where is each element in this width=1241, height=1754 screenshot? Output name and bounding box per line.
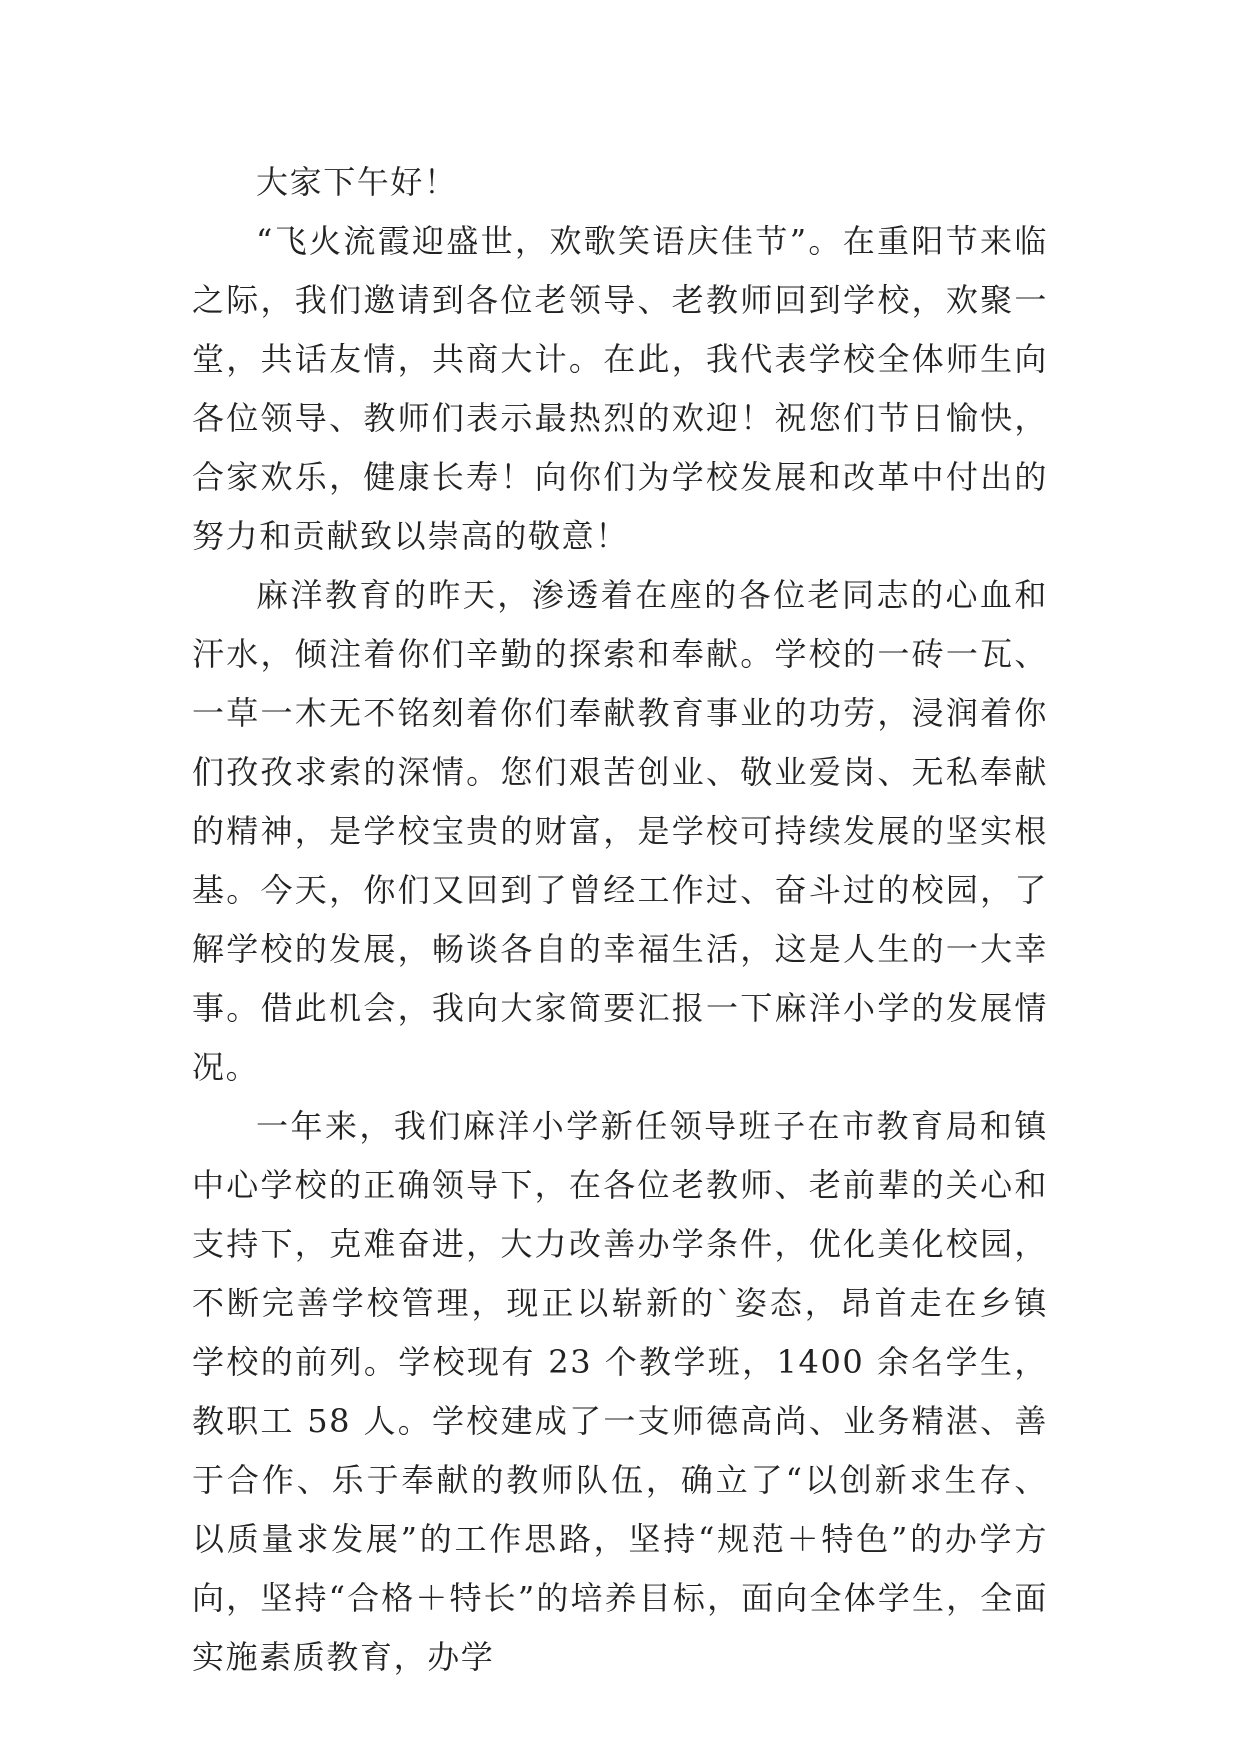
paragraph-school-report: 一年来，我们麻洋小学新任领导班子在市教育局和镇中心学校的正确领导下，在各位老教师、老前辈的关心和支持下，克难奋进，大力改善办学条件，优化美化校园，不断完善学校管理，现正以崭新的`姿态，昂首走在乡镇学校的前列。学校现有 23 个教学班，1400 余名学生，教职工 58 人。学校建成了一支师德高尚、业务精湛、善于合作、乐于奉献的教师队伍，确立了“以创新求生存、以质量求发展”的工作思路，坚持“规范＋特色”的办学方向，坚持“合格＋特长”的培养目标，面向全体学生，全面实施素质教育，办学 — [192, 1107, 1048, 1676]
speech-text — [192, 153, 1048, 1687]
paragraph-welcome: “飞火流霞迎盛世，欢歌笑语庆佳节”。在重阳节来临之际，我们邀请到各位老领导、老教师回到学校，欢聚一堂，共话友情，共商大计。在此，我代表学校全体师生向各位领导、教师们表示最热烈的欢迎！祝您们节日愉快，合家欢乐，健康长寿！向你们为学校发展和改革中付出的努力和贡献致以崇高的敬意！ — [192, 222, 1048, 555]
paragraph-greeting: 大家下午好！ — [256, 163, 458, 201]
paragraph-tribute: 麻洋教育的昨天，渗透着在座的各位老同志的心血和汗水，倾注着你们辛勤的探索和奉献。学校的一砖一瓦、一草一木无不铭刻着你们奉献教育事业的功劳，浸润着你们孜孜求索的深情。您们艰苦创业、敬业爱岗、无私奉献的精神，是学校宝贵的财富，是学校可持续发展的坚实根基。今天，你们又回到了曾经工作过、奋斗过的校园，了解学校的发展，畅谈各自的幸福生活，这是人生的一大幸事。借此机会，我向大家简要汇报一下麻洋小学的发展情况。 — [192, 576, 1048, 1086]
